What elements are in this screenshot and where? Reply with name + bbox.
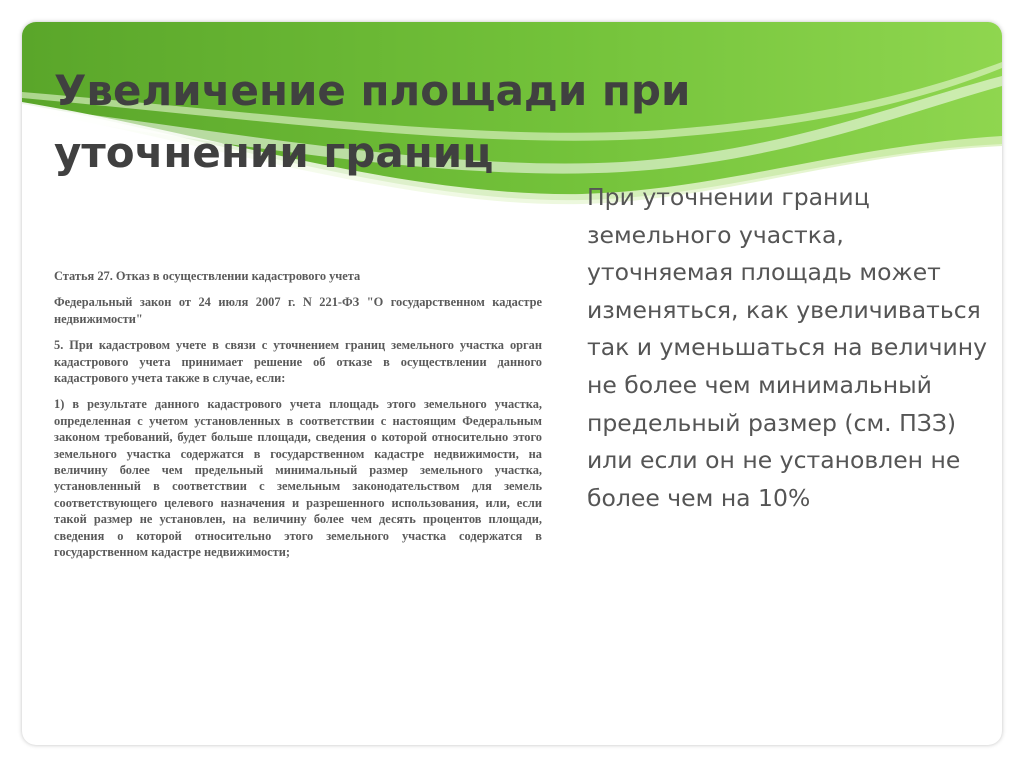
law-item: 1) в результате данного кадастрового учета площадь этого земельного участка, определенная с учетом установленных в соответствии с настоящим Федеральным законом требований, будет больше площади, сведения о которой относительно этого земельного участка содержатся в государственном кадастре недвижимости, на величину более чем предельный минимальный размер земельного участка, установленный в соответствии с земельным законодательством для земель соответствующего целевого назначения и разрешенного использования, или, если такой размер не установлен, на величину более чем десять процентов площади, сведения о которой относительно этого земельного участка содержатся в государственном кадастре недвижимости; bbox=[54, 397, 542, 560]
slide-title: Увеличение площади при уточнении границ bbox=[54, 66, 691, 177]
law-clause: 5. При кадастровом учете в связи с уточнением границ земельного участка орган кадастрового учета принимает решение об отказе в осуществлении данного кадастрового учета также в случае, если: bbox=[54, 338, 542, 386]
article-heading: Статья 27. Отказ в осуществлении кадастрового учета bbox=[54, 269, 361, 283]
summary-paragraph: При уточнении границ земельного участка, уточняемая площадь может изменяться, как увеличиваться так и уменьшаться на величину не более чем минимальный предельный размер (см. ПЗЗ) или если он не установлен не более чем на 10% bbox=[587, 183, 988, 512]
law-excerpt bbox=[54, 268, 542, 571]
law-reference: Федеральный закон от 24 июля 2007 г. N 221-ФЗ "О государственном кадастре недвижимости" bbox=[54, 295, 542, 326]
slide bbox=[22, 22, 1002, 745]
summary-text bbox=[587, 179, 997, 517]
